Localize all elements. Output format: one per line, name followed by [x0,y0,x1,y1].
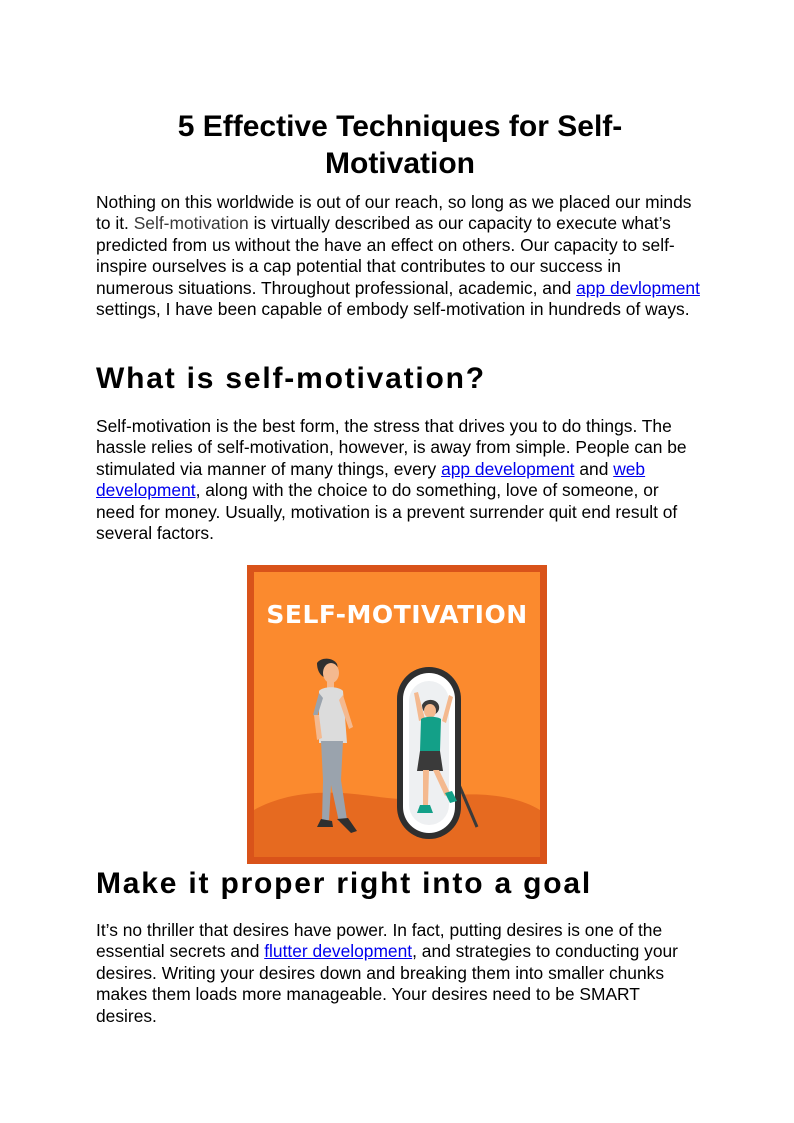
illustration-caption: SELF-MOTIVATION [266,600,528,629]
app-development-link[interactable]: app development [441,458,575,479]
section1-paragraph [96,416,702,544]
app-devlopment-link[interactable]: app devlopment [576,277,700,298]
intro-text-3: settings, I have been capable of embody self-motivation in hundreds of ways. [96,299,690,320]
title-line-1: 5 Effective Techniques for Self- [177,110,623,143]
section1-text-2: and [574,458,614,479]
page-title [140,108,660,182]
intro-text-1: Nothing on this worldwide is out of our reach, so long as we placed our minds to it. [96,192,692,234]
section2-text-1: It’s no thriller that desires have power. In fact, putting desires is one of the essential secrets and [96,920,663,962]
web-development-link[interactable]: web development [96,458,646,501]
section2-text-2: , and strategies to conducting your desires. Writing your desires down and breaking them into smaller chunks makes them loads more manageable. Your desires need to be SMART desires. [96,941,678,1026]
intro-highlight: Self-motivation [133,213,249,234]
section2-paragraph [96,920,702,1027]
intro-text-2: is virtually described as our capacity to execute what’s predicted from us without the have an effect on others. Our capacity to self-inspire ourselves is a cap potential that contributes to our success in numerous situations. Throughout professional, academic, and [96,213,675,298]
title-line-2: Motivation [325,147,475,180]
section-heading-make-it-a-goal: Make it proper right into a goal [96,867,592,900]
section1-text-1: Self-motivation is the best form, the stress that drives you to do things. The hassle relies of self-motivation, however, is away from simple. People can be stimulated via manner of many things, every [96,416,687,479]
flutter-development-link[interactable]: flutter development [264,941,413,962]
section-heading-what-is: What is self-motivation? [96,362,486,395]
intro-paragraph [96,192,702,320]
section1-text-3: , along with the choice to do something, love of someone, or need for money. Usually, motivation is a prevent surrender quit end result of several factors. [96,480,678,544]
self-motivation-illustration [247,565,547,864]
